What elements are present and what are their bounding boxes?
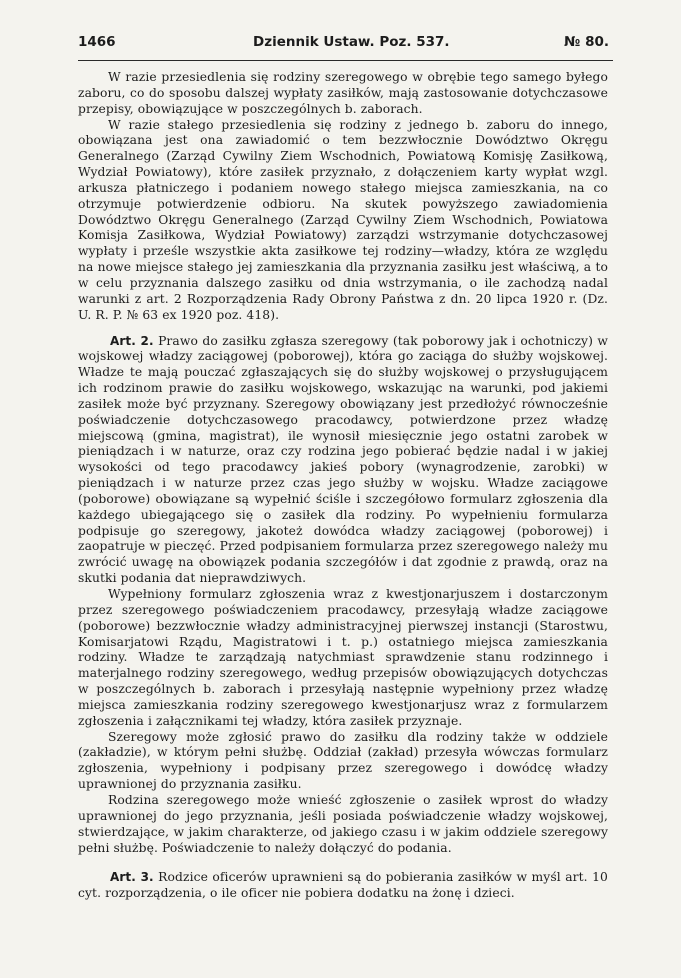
journal-title: Dziennik Ustaw. Poz. 537. (253, 34, 450, 50)
paragraph: W razie przesiedlenia się rodziny szeregowego w obrębie tego samego byłego zaboru, co do sposobu dalszej wypłaty zasiłków, mają zastosowanie dotychczasowe przepisy, obowiązujące w poszczególnych b. zaborach. (78, 70, 608, 116)
article-text: Prawo do zasiłku zgłasza szeregowy (tak poborowy jak i ochotniczy) w wojskowej władzy zaciągowej (poborowej), która go zaciąga do służby wojskowej. Władze te mają pouczać zgłaszających się do służby wojskowej o przysługującem ich rodzinom prawie do zasiłku wojskowego, wskazując na warunki, pod jakiemi zasiłek może być przyznany. Szeregowy obowiązany jest przedłożyć równocześnie poświadczenie dotychczasowego pracodawcy, potwierdzone przez władzę miejscową (gmina, magistrat), ile wynosił miesięcznie jego ostatni zarobek w pieniądzach i w naturze, oraz czy rodzina jego pobierać będzie nadal i w jakiej wysokości od tego pracodawcy jakieś pobory (wynagrodzenie, zarobki) w pieniądzach i w naturze przez czas jego służby w wojsku. Władze zaciągowe (poborowe) obowiązane są wypełnić ściśle i szczegółowo formularz zgłoszenia dla każdego ubiegającego się o zasiłek dla rodziny. Po wypełnieniu formularza podpisuje go szeregowy, jakoteż dowódca władzy zaciągowej (poborowej) i zaopatruje w pieczęć. Przed podpisaniem formularza przez szeregowego należy mu zwrócić uwagę na obowiązek podania szczegółów i dat zgodnie z prawdą, oraz na skutki podania dat nieprawdziwych. (78, 333, 608, 586)
article-3 (78, 870, 608, 902)
article-label: Art. 2. (110, 333, 154, 348)
header-rule (78, 60, 613, 61)
paragraph: Wypełniony formularz zgłoszenia wraz z kwestjonarjuszem i dostarczonym przez szeregowego poświadczeniem pracodawcy, przesyłają władze zaciągowe (poborowe) bezzwłocznie władzy administracyjnej pierwszej instancji (Starostwu, Komisarjatowi Rządu, Magistratowi i t. p.) ostatniego miejsca zamieszkania rodziny. Władze te zarządzają natychmiast sprawdzenie stanu rodzinnego i materjalnego rodziny szeregowego, według przepisów obowiązujących dotychczas w poszczególnych b. zaborach i przesyłają następnie wypełniony przez władzę miejsca zamieszkania rodziny szeregowego kwestjonarjusz wraz z formularzem zgłoszenia i załącznikami tej władzy, która zasiłek przyznaje. (78, 587, 608, 728)
issue-number: № 80. (564, 34, 609, 50)
article-text: Rodzice oficerów uprawnieni są do pobierania zasiłków w myśl art. 10 cyt. rozporządzenia, o ile oficer nie pobiera dodatku na żonę i dzieci. (78, 870, 608, 901)
article-label: Art. 3. (110, 870, 154, 885)
body-text (78, 70, 608, 902)
page-header (78, 34, 609, 54)
paragraph: Szeregowy może zgłosić prawo do zasiłku dla rodziny także w oddziele (zakładzie), w którym pełni służbę. Oddział (zakład) przesyła wówczas formularz zgłoszenia, wypełniony i podpisany przez szeregowego i dowódcę władzy uprawnionej do przyznania zasiłku. (78, 729, 608, 792)
paragraph: W razie stałego przesiedlenia się rodziny z jednego b. zaboru do innego, obowiązana jest ona zawiadomić o tem bezzwłocznie Dowództwo Okręgu Generalnego (Zarząd Cywilny Ziem Wschodnich, Powiatową Komisję Zasiłkową, Wydział Powiatowy), które zasiłek przyznało, z dołączeniem karty wypłat wzgl. arkusza płatniczego i podaniem nowego stałego miejsca zamieszkania, na co otrzymuje potwierdzenie odbioru. Na skutek powyższego zawiadomienia Dowództwo Okręgu Generalnego (Zarząd Cywilny Ziem Wschodnich, Powiatowa Komisja Zasiłkowa, Wydział Powiatowy) zarządzi wstrzymanie dotychczasowej wypłaty i prześle wszystkie akta zasiłkowe tej rodziny—władzy, która ze względu na nowe miejsce stałego jej zamieszkania dla przyznania zasiłku jest właściwą, a to w celu przyznania dalszego zasiłku od dnia wstrzymania, o ile zachodzą nadal warunki z art. 2 Rozporządzenia Rady Obrony Państwa z dn. 20 lipca 1920 r. (Dz. U. R. P. № 63 ex 1920 poz. 418). (78, 117, 608, 322)
article-2 (78, 334, 608, 588)
paragraph: Rodzina szeregowego może wnieść zgłoszenie o zasiłek wprost do władzy uprawnionej do jego przyznania, jeśli posiada poświadczenie władzy wojskowej, stwierdzające, w jakim charakterze, od jakiego czasu i w jakim oddziele szeregowy pełni służbę. Poświadczenie to należy dołączyć do podania. (78, 792, 608, 855)
page-number: 1466 (78, 34, 116, 50)
